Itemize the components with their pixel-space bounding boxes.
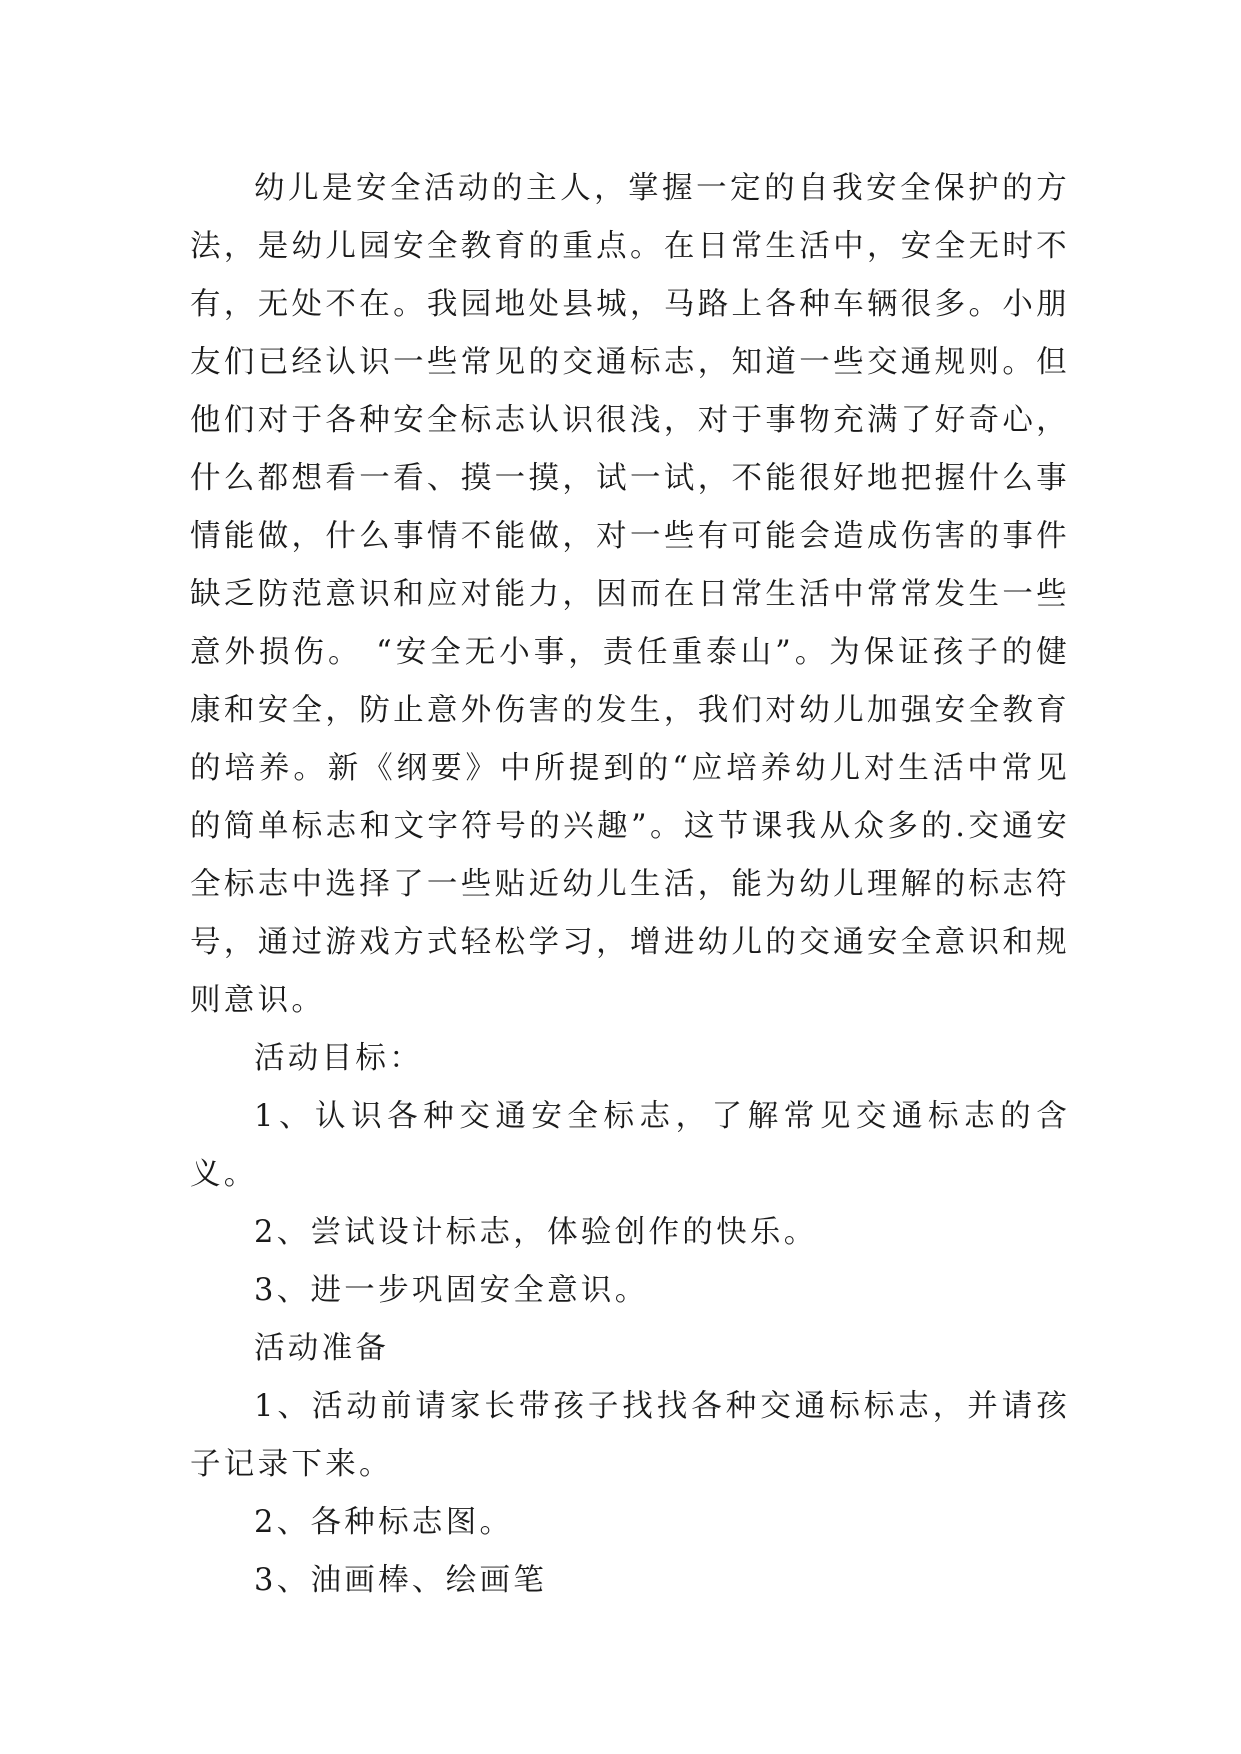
intro-paragraph: 幼儿是安全活动的主人，掌握一定的自我安全保护的方法，是幼儿园安全教育的重点。在日常生活中，安全无时不有，无处不在。我园地处县城，马路上各种车辆很多。小朋友们已经认识一些常见的交通标志，知道一些交通规则。但他们对于各种安全标志认识很浅，对于事物充满了好奇心，什么都想看一看、摸一摸，试一试，不能很好地把握什么事情能做，什么事情不能做，对一些有可能会造成伤害的事件缺乏防范意识和应对能力，因而在日常生活中常常发生一些意外损伤。 “安全无小事，责任重泰山”。为保证孩子的健康和安全，防止意外伤害的发生，我们对幼儿加强安全教育的培养。新《纲要》中所提到的“应培养幼儿对生活中常见的简单标志和文字符号的兴趣”。这节课我从众多的.交通安全标志中选择了一些贴近幼儿生活，能为幼儿理解的标志符号，通过游戏方式轻松学习，增进幼儿的交通安全意识和规则意识。: [190, 171, 1070, 1018]
preparation-heading: 活动准备: [254, 1331, 390, 1366]
document-body: [190, 160, 1070, 1610]
goal-item-3: 3、进一步巩固安全意识。: [254, 1273, 649, 1308]
preparation-item-2: 2、各种标志图。: [254, 1505, 514, 1540]
goal-item-2: 2、尝试设计标志，体验创作的快乐。: [254, 1215, 818, 1250]
goals-heading: 活动目标：: [254, 1041, 423, 1076]
preparation-item-3: 3、油画棒、绘画笔: [254, 1563, 548, 1598]
preparation-item-1: 1、活动前请家长带孩子找找各种交通标标志，并请孩子记录下来。: [190, 1389, 1070, 1482]
goal-item-1: 1、认识各种交通安全标志，了解常见交通标志的含义。: [190, 1099, 1070, 1192]
